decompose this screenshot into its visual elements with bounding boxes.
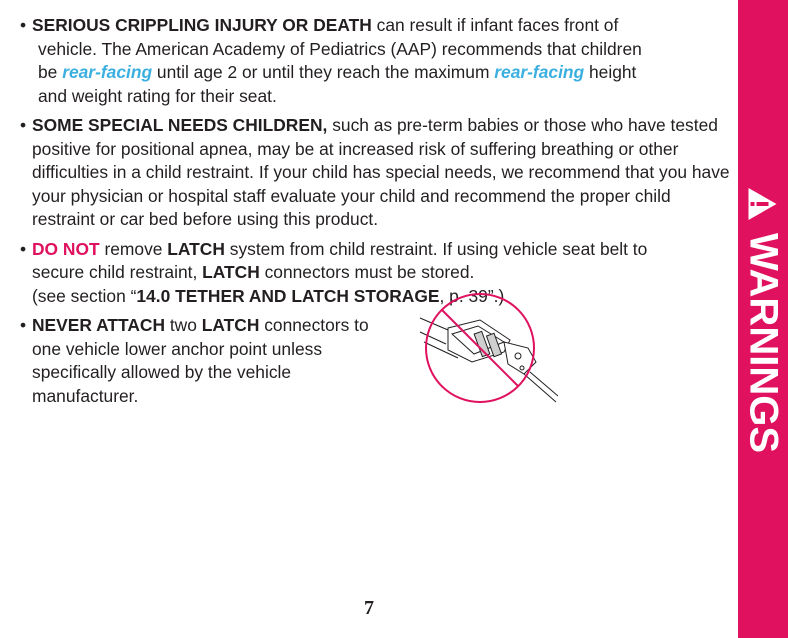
warning-item-facing (18, 14, 730, 108)
warning-item-latch-removal (18, 238, 730, 309)
warning-text: remove (99, 238, 168, 259)
warning-item-special-needs (18, 114, 730, 232)
warning-text: connectors to one vehicle lower anchor point unless specifically allowed by the vehicle manufacturer. (32, 315, 369, 406)
warning-text: vehicle. The American Academy of Pediatrics (AAP) recommends that children (38, 38, 642, 59)
warning-text: (see section “ (32, 285, 137, 306)
warning-text: secure child restraint, (32, 262, 203, 282)
warning-text: until age 2 or until they reach the maximum (152, 62, 495, 82)
warning-text: such as pre-term babies or those who have tested positive for positional apnea, may be at increased risk of suffering breathing or other difficulties in a child restraint. If your child has special needs, we recommend that you have your physician or hospital staff evaluate your child and recommend the proper child restraint or car bed before using this product. (32, 115, 730, 229)
warning-triangle-icon (748, 187, 778, 221)
warning-lead: SOME SPECIAL NEEDS CHILDREN, (32, 115, 328, 135)
warning-lead: NEVER ATTACH (32, 315, 166, 335)
warning-text: two (165, 315, 202, 335)
warning-lead: SERIOUS CRIPPLING INJURY OR DEATH (32, 15, 372, 35)
warnings-sidebar-label (741, 187, 786, 453)
rear-facing-emphasis: rear-facing (62, 62, 153, 82)
latch-term: LATCH (201, 315, 260, 335)
warning-item-never-attach (18, 314, 402, 408)
rear-facing-emphasis: rear-facing (494, 62, 585, 82)
warning-text-line (32, 61, 730, 85)
warning-text: , p. 39”.) (439, 285, 505, 306)
latch-term: LATCH (167, 238, 225, 259)
warning-text-line (32, 85, 730, 109)
warning-text: height (584, 62, 637, 82)
section-title: 14.0 TETHER AND LATCH STORAGE (136, 285, 440, 306)
warning-text: and weight rating for their seat. (38, 85, 277, 106)
prohibited-double-latch-icon (418, 290, 558, 410)
bullet: • (20, 115, 27, 135)
warning-lead: DO NOT (32, 238, 100, 259)
warning-text-line (32, 261, 730, 285)
latch-term: LATCH (202, 262, 260, 282)
warning-text: can result if infant faces front of (371, 15, 619, 35)
bullet: • (20, 15, 27, 35)
section-reference (32, 285, 730, 309)
bullet: • (20, 315, 27, 335)
page-number: 7 (364, 597, 374, 619)
warnings-sidebar (738, 0, 788, 638)
warning-text: be (38, 62, 63, 82)
warning-text-line (32, 38, 730, 62)
warnings-list (18, 14, 730, 408)
warning-text: connectors must be stored. (259, 262, 475, 282)
bullet: • (20, 238, 27, 259)
warning-text: system from child restraint. If using vehicle seat belt to (224, 238, 648, 259)
warnings-sidebar-text: WARNINGS (741, 233, 786, 453)
